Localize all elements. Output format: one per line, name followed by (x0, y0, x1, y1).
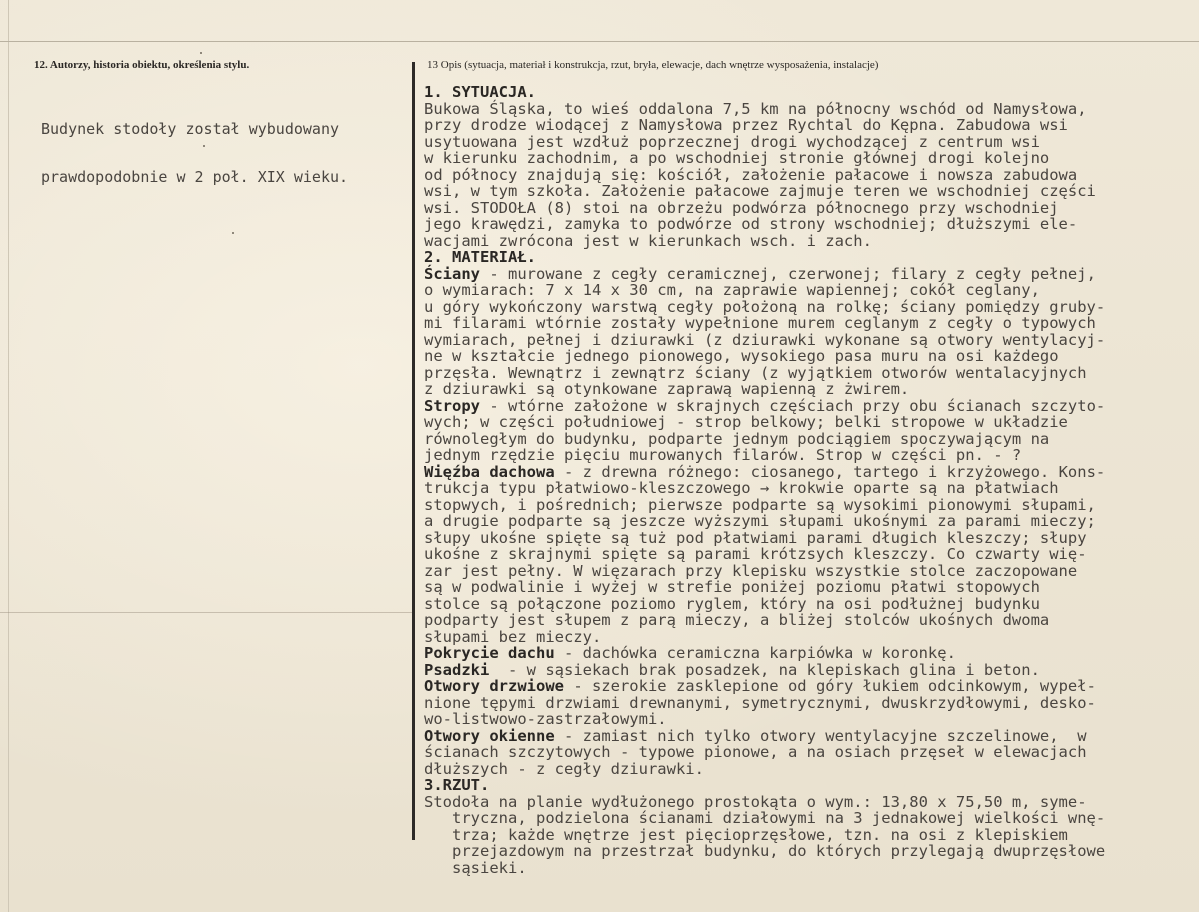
description-line (424, 662, 1184, 679)
description-line (424, 101, 1184, 118)
description-content: równoległym do budynku, podparte jednym podciągiem spoczywającym na (424, 429, 1050, 448)
description-line (424, 744, 1184, 761)
description-line (424, 497, 1184, 514)
description-content: u góry wykończony warstwą cegły położoną na rolkę; ściany pomiędzy gruby- (424, 297, 1106, 316)
description-term: 2. MATERIAŁ. (424, 248, 536, 266)
description-line (424, 860, 1184, 877)
description-line (424, 414, 1184, 431)
description-line (424, 150, 1184, 167)
description-line (424, 134, 1184, 151)
description-line (424, 332, 1184, 349)
description-term: Otwory okienne (424, 726, 555, 745)
description-content: wo-listwowo-zastrzałowymi. (424, 710, 667, 728)
description-line (424, 464, 1184, 481)
description-content: wymiarach, pełnej i dziurawki (z dziurawki wykonane są otwory wentylacyj- (424, 330, 1106, 349)
description-content: stolce są połączone poziomo ryglem, który na osi podłużnej budynku (424, 594, 1040, 613)
paper-speck (232, 232, 234, 234)
description-line (424, 563, 1184, 580)
description-content: z dziurawki są otynkowane zaprawą wapienną z żwirem. (424, 380, 910, 398)
description-content: słupy ukośne spięte są tuż pod płatwiami parami długich kleszczy; słupy (424, 528, 1087, 547)
description-content: jednym rzędzie pięciu murowanych filarów. Strop w części pn. - ? (424, 446, 1022, 464)
description-line (424, 398, 1184, 415)
description-content: sąsieki. (424, 858, 527, 877)
description-term: 3.RZUT. (424, 776, 490, 794)
description-line (424, 299, 1184, 316)
column-divider (412, 62, 415, 840)
description-content: wych; w części południowej - strop belkowy; belki stropowe w układzie (424, 413, 1068, 431)
description-content: - murowane z cegły ceramicznej, czerwonej; filary z cegły pełnej, (480, 264, 1096, 283)
description-content: - z drewna różnego: ciosanego, tartego i krzyżowego. Kons- (554, 462, 1106, 481)
description-content: Stodoła na planie wydłużonego prostokąta o wym.: 13,80 x 75,50 m, syme- (424, 792, 1087, 811)
description-line (424, 695, 1184, 712)
description-content: przęsła. Wewnątrz i zewnątrz ściany (z wyjątkiem otworów wentalacyjnych (424, 363, 1087, 382)
description-content: usytuowana jest wzdłuż poprzecznej drogi wychodzącej z centrum wsi (424, 132, 1040, 151)
description-content: - szerokie zasklepione od góry łukiem odcinkowym, wypeł- (563, 677, 1096, 695)
description-content: - w sąsiekach brak posadzek, na klepiskach glina i beton. (489, 660, 1040, 679)
description-line (424, 381, 1184, 398)
section-13-heading: 13 Opis (sytuacja, materiał i konstrukcja, rzut, bryła, elewacje, dach wnętrze wysposażenia, instalacje) (427, 59, 879, 71)
description-line (424, 678, 1184, 695)
description-term: Ściany (424, 264, 480, 283)
description-line (424, 167, 1184, 184)
description-line (424, 827, 1184, 844)
description-content: a drugie podparte są jeszcze wyższymi słupami ukośnymi za parami mieczy; (424, 512, 1096, 530)
description-line (424, 728, 1184, 745)
description-content: przy drodze wiodącej z Namysłowa przez Rychtal do Kępna. Zabudowa wsi (424, 116, 1068, 134)
description-content: trza; każde wnętrze jest pięcioprzęsłowe, tzn. na osi z klepiskiem (424, 825, 1068, 844)
description-content: mi filarami wtórnie zostały wypełnione murem ceglanym z cegły o typowych (424, 314, 1096, 332)
description-content: dłuższych - z cegły dziurawki. (424, 759, 704, 778)
description-content: - wtórne założone w skrajnych częściach przy obu ścianach szczyto- (480, 396, 1106, 415)
description-line (424, 200, 1184, 217)
description-content: ścianach szczytowych - typowe pionowe, a na osiach przęseł w elewacjach (424, 743, 1087, 761)
description-line (424, 612, 1184, 629)
description-content: Bukowa Śląska, to wieś oddalona 7,5 km na północny wschód od Namysłowa, (424, 99, 1087, 118)
description-line (424, 315, 1184, 332)
description-content: jego krawędzi, zamyka to podwórze od strony wschodniej; dłuższymi ele- (424, 215, 1078, 233)
history-line: prawdopodobnie w 2 poł. XIX wieku. (41, 168, 349, 186)
description-line (424, 579, 1184, 596)
description-content: stopwych, i pośrednich; pierwsze podparte są wysokimi pionowymi słupami, (424, 495, 1096, 514)
description-content: - zamiast nich tylko otwory wentylacyjne szczelinowe, w (554, 726, 1087, 745)
history-text (41, 89, 348, 217)
description-term: 1. SYTUACJA. (424, 83, 536, 101)
description-term: Stropy (424, 396, 480, 415)
description-line (424, 348, 1184, 365)
description-content: przejazdowym na przestrzał budynku, do których przylegają dwuprzęsłowe (424, 842, 1106, 860)
form-top-rule (0, 41, 1199, 42)
description-line (424, 843, 1184, 860)
description-line (424, 216, 1184, 233)
description-content: ukośne z skrajnymi spięte są parami krótzsych kleszczy. Co czwarty wię- (424, 545, 1087, 563)
description-content: trukcja typu płatwiowo-kleszczowego → krokwie oparte są na płatwiach (424, 479, 1059, 497)
description-line (424, 480, 1184, 497)
description-content: podparty jest słupem z parą mieczy, a bliżej stolców ukośnych dwoma (424, 611, 1050, 629)
description-line (424, 629, 1184, 646)
description-line (424, 513, 1184, 530)
history-line: Budynek stodoły został wybudowany (41, 120, 340, 138)
description-line (424, 249, 1184, 266)
description-content: - dachówka ceramiczna karpiówka w koronkę. (554, 644, 956, 662)
description-line (424, 183, 1184, 200)
description-line (424, 596, 1184, 613)
description-line (424, 447, 1184, 464)
description-content: wsi, w tym szkoła. Założenie pałacowe zajmuje teren we wschodniej części (424, 182, 1096, 200)
description-line (424, 233, 1184, 250)
description-line (424, 711, 1184, 728)
description-line (424, 546, 1184, 563)
description-line (424, 84, 1184, 101)
description-content: wsi. STODOŁA (8) stoi na obrzeżu podwórza północnego przy wschodniej (424, 198, 1059, 217)
description-line (424, 777, 1184, 794)
description-line (424, 365, 1184, 382)
description-content: zar jest pełny. W więzarach przy klepisku wszystkie stolce zaczopowane (424, 561, 1078, 580)
description-term: Psadzki (424, 660, 490, 679)
description-content: o wymiarach: 7 x 14 x 30 cm, na zaprawie wapiennej; cokół ceglany, (424, 281, 1040, 299)
section-12-heading: 12. Autorzy, historia obiektu, określenia stylu. (34, 59, 250, 71)
description-line (424, 431, 1184, 448)
description-content: wacjami zwrócona jest w kierunkach wsch. i zach. (424, 231, 872, 250)
description-line (424, 761, 1184, 778)
description-line (424, 266, 1184, 283)
page-edge-line (8, 0, 9, 912)
description-term: Pokrycie dachu (424, 644, 555, 662)
description-term: Otwory drzwiowe (424, 677, 564, 695)
description-term: Więźba dachowa (424, 462, 555, 481)
description-content: słupami bez mieczy. (424, 627, 602, 646)
description-content: tryczna, podzielona ścianami działowymi na 3 jednakowej wielkości wnę- (424, 809, 1106, 827)
description-content: ne w kształcie jednego pionowego, wysokiego pasa muru na osi każdego (424, 347, 1059, 365)
description-content: od północy znajdują się: kościół, założenie pałacowe i nowsza zabudowa (424, 165, 1078, 184)
fold-line (0, 612, 412, 613)
description-line (424, 810, 1184, 827)
paper-speck (203, 145, 205, 147)
paper-speck (200, 52, 202, 54)
description-content: są w podwalinie i wyżej w strefie poniżej poziomu płatwi stopowych (424, 578, 1040, 596)
description-line (424, 117, 1184, 134)
description-line (424, 794, 1184, 811)
description-line (424, 530, 1184, 547)
description-content: w kierunku zachodnim, a po wschodniej stronie głównej drogi kolejno (424, 149, 1050, 167)
description-content: nione tępymi drzwiami drewnanymi, symetrycznymi, dwuskrzydłowymi, desko- (424, 693, 1096, 712)
description-line (424, 645, 1184, 662)
description-text (424, 84, 1184, 876)
description-line (424, 282, 1184, 299)
